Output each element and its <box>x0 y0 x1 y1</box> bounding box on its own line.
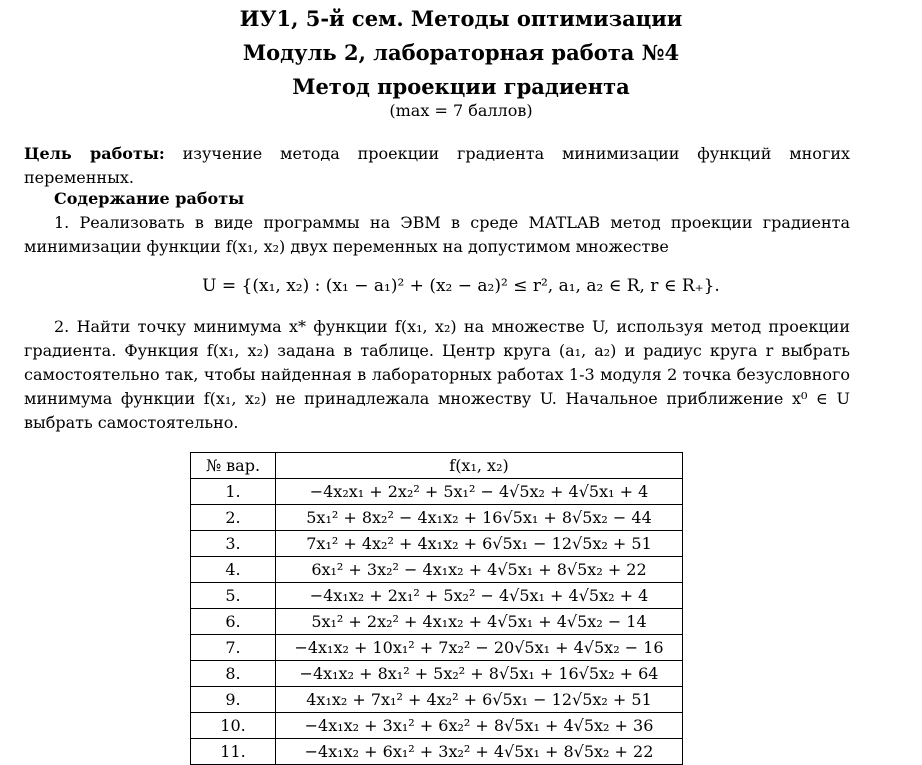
variant-number: 1. <box>191 479 276 505</box>
table-row <box>191 713 683 739</box>
variant-number: 9. <box>191 687 276 713</box>
variant-function: −4x₁x₂ + 8x₁² + 5x₂² + 8√5x₁ + 16√5x₂ + 64 <box>276 661 683 687</box>
module-title: Модуль 2, лабораторная работа №4 <box>242 40 680 65</box>
course-title: ИУ1, 5-й сем. Методы оптимизации <box>239 6 683 31</box>
variant-number: 6. <box>191 609 276 635</box>
variant-function: −4x₁x₂ + 10x₁² + 7x₂² − 20√5x₁ + 4√5x₂ − 16 <box>276 635 683 661</box>
table-row <box>191 609 683 635</box>
content-heading: Содержание работы <box>54 189 245 208</box>
variant-function: 5x₁² + 8x₂² − 4x₁x₂ + 16√5x₁ + 8√5x₂ − 44 <box>276 505 683 531</box>
variant-number: 5. <box>191 583 276 609</box>
variant-number: 8. <box>191 661 276 687</box>
variant-function: 5x₁² + 2x₂² + 4x₁x₂ + 4√5x₁ + 4√5x₂ − 14 <box>276 609 683 635</box>
table-row <box>191 635 683 661</box>
lab-title: Метод проекции градиента <box>292 74 630 99</box>
variant-number: 7. <box>191 635 276 661</box>
table-row <box>191 739 683 765</box>
col-header-variant: № вар. <box>191 453 276 479</box>
variant-function: −4x₁x₂ + 3x₁² + 6x₂² + 8√5x₁ + 4√5x₂ + 36 <box>276 713 683 739</box>
table-row <box>191 583 683 609</box>
goal-label: Цель работы: <box>24 144 165 163</box>
table-row <box>191 687 683 713</box>
task-item-1: 1. Реализовать в виде программы на ЭВМ в среде MATLAB метод проекции градиента минимизации функции f(x₁, x₂) двух переменных на допустимом множестве <box>24 213 850 256</box>
table-header-row <box>191 453 683 479</box>
variant-number: 10. <box>191 713 276 739</box>
set-formula: U = {(x₁, x₂) : (x₁ − a₁)² + (x₂ − a₂)² ≤ r², a₁, a₂ ∈ R, r ∈ R₊}. <box>202 276 720 296</box>
col-header-function: f(x₁, x₂) <box>276 453 683 479</box>
goal-paragraph <box>24 142 850 190</box>
variant-number: 11. <box>191 739 276 765</box>
variant-function: −4x₁x₂ + 6x₁² + 3x₂² + 4√5x₁ + 8√5x₂ + 22 <box>276 739 683 765</box>
variant-number: 3. <box>191 531 276 557</box>
task-item-2: 2. Найти точку минимума x* функции f(x₁, x₂) на множестве U, используя метод проекции градиента. Функция f(x₁, x₂) задана в таблице. Центр круга (a₁, a₂) и радиус круга r выбрать самостоятельно так, чтобы найденная в лабораторных работах 1-3 модуля 2 точка безусловного минимума функции f(x₁, x₂) не принадлежала множеству U. Начальное приближение x⁰ ∈ U выбрать самостоятельно. <box>24 317 850 432</box>
variant-function: 7x₁² + 4x₂² + 4x₁x₂ + 6√5x₁ − 12√5x₂ + 51 <box>276 531 683 557</box>
variant-number: 2. <box>191 505 276 531</box>
table-row <box>191 505 683 531</box>
variant-function: −4x₁x₂ + 2x₁² + 5x₂² − 4√5x₁ + 4√5x₂ + 4 <box>276 583 683 609</box>
table-row <box>191 531 683 557</box>
table-row <box>191 661 683 687</box>
max-score: (max = 7 баллов) <box>389 101 533 120</box>
goal-text: изучение метода проекции градиента минимизации функций многих переменных. <box>24 144 851 187</box>
variants-table <box>190 452 683 765</box>
variant-number: 4. <box>191 557 276 583</box>
variant-function: 4x₁x₂ + 7x₁² + 4x₂² + 6√5x₁ − 12√5x₂ + 51 <box>276 687 683 713</box>
variant-function: 6x₁² + 3x₂² − 4x₁x₂ + 4√5x₁ + 8√5x₂ + 22 <box>276 557 683 583</box>
table-row <box>191 557 683 583</box>
variant-function: −4x₂x₁ + 2x₂² + 5x₁² − 4√5x₂ + 4√5x₁ + 4 <box>276 479 683 505</box>
table-row <box>191 479 683 505</box>
